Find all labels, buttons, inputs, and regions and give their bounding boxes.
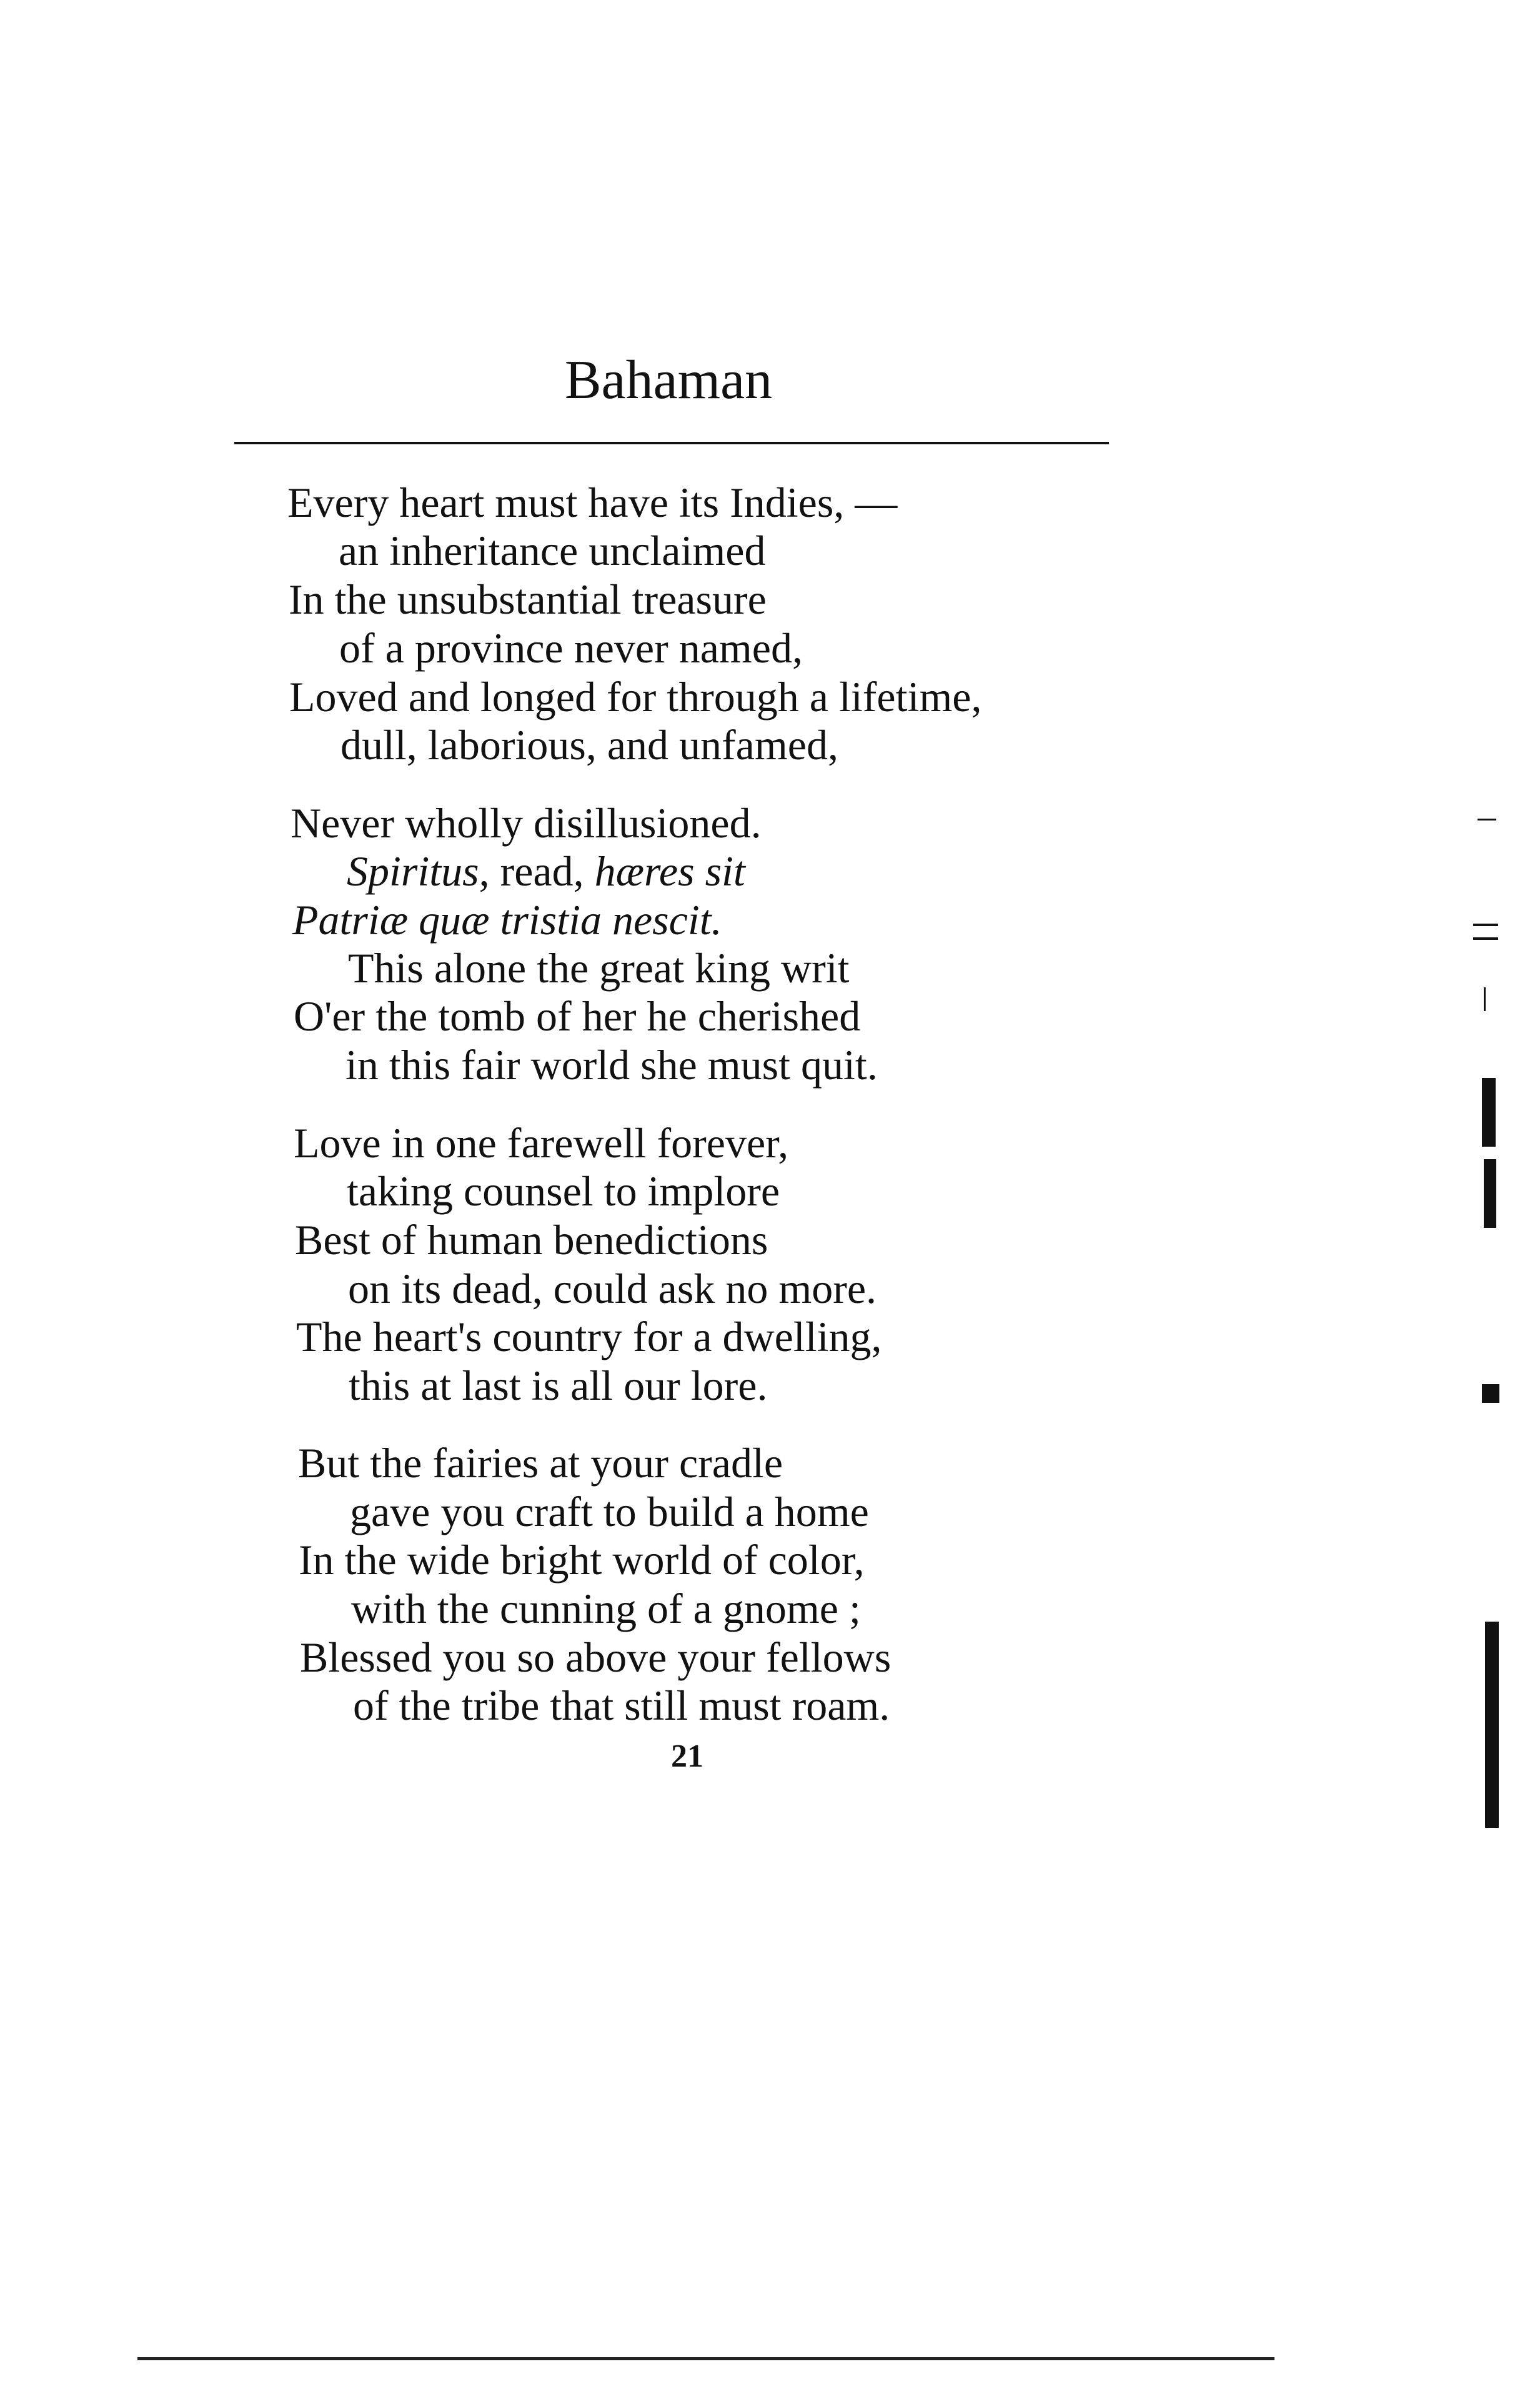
scan-artifact [1482, 1078, 1496, 1147]
scan-artifact [1473, 924, 1498, 926]
poem-line: Never wholly disillusioned. [291, 799, 762, 847]
poem-line: this at last is all our lore. [349, 1362, 768, 1409]
poem-line: In the wide bright world of color, [299, 1536, 865, 1584]
poem-line: Spiritus, read, hæres sit [347, 847, 745, 895]
poem-line: of a province never named, [339, 624, 803, 672]
scan-artifact [1484, 1159, 1496, 1228]
scan-artifact [1484, 987, 1486, 1011]
poem-line: Blessed you so above your fellows [300, 1633, 892, 1681]
poem-line: dull, laborious, and unfamed, [340, 721, 838, 769]
poem-line: an inheritance unclaimed [339, 527, 766, 574]
poem-line: of the tribe that still must roam. [353, 1682, 890, 1729]
scan-artifact [1473, 937, 1498, 940]
poem-line: In the unsubstantial treasure [289, 576, 767, 623]
poem-line: This alone the great king writ [348, 944, 850, 992]
poem-line: taking counsel to implore [347, 1167, 780, 1215]
scan-artifact [1478, 819, 1496, 820]
poem-line: The heart's country for a dwelling, [296, 1313, 882, 1360]
poem-line: gave you craft to build a home [350, 1488, 869, 1535]
poem-line: Every heart must have its Indies, — [287, 479, 898, 526]
poem-line: in this fair world she must quit. [345, 1041, 878, 1089]
page-title: Bahaman [564, 350, 773, 411]
scan-artifact [1482, 1384, 1499, 1403]
poem-line: Loved and longed for through a lifetime, [289, 673, 982, 721]
poem-line: on its dead, could ask no more. [348, 1265, 877, 1312]
poem-line: O'er the tomb of her he cherished [294, 992, 861, 1040]
scan-artifact [1485, 1622, 1499, 1828]
poem-line: Patriæ quæ tristia nescit. [292, 896, 722, 944]
page-number: 21 [671, 1738, 703, 1774]
poem-line: Love in one farewell forever, [294, 1119, 789, 1167]
poem-line: Best of human benedictions [295, 1216, 768, 1264]
bottom-scan-rule [137, 2357, 1274, 2360]
poem-line: with the cunning of a gnome ; [351, 1585, 861, 1632]
poem-line: But the fairies at your cradle [298, 1439, 783, 1487]
